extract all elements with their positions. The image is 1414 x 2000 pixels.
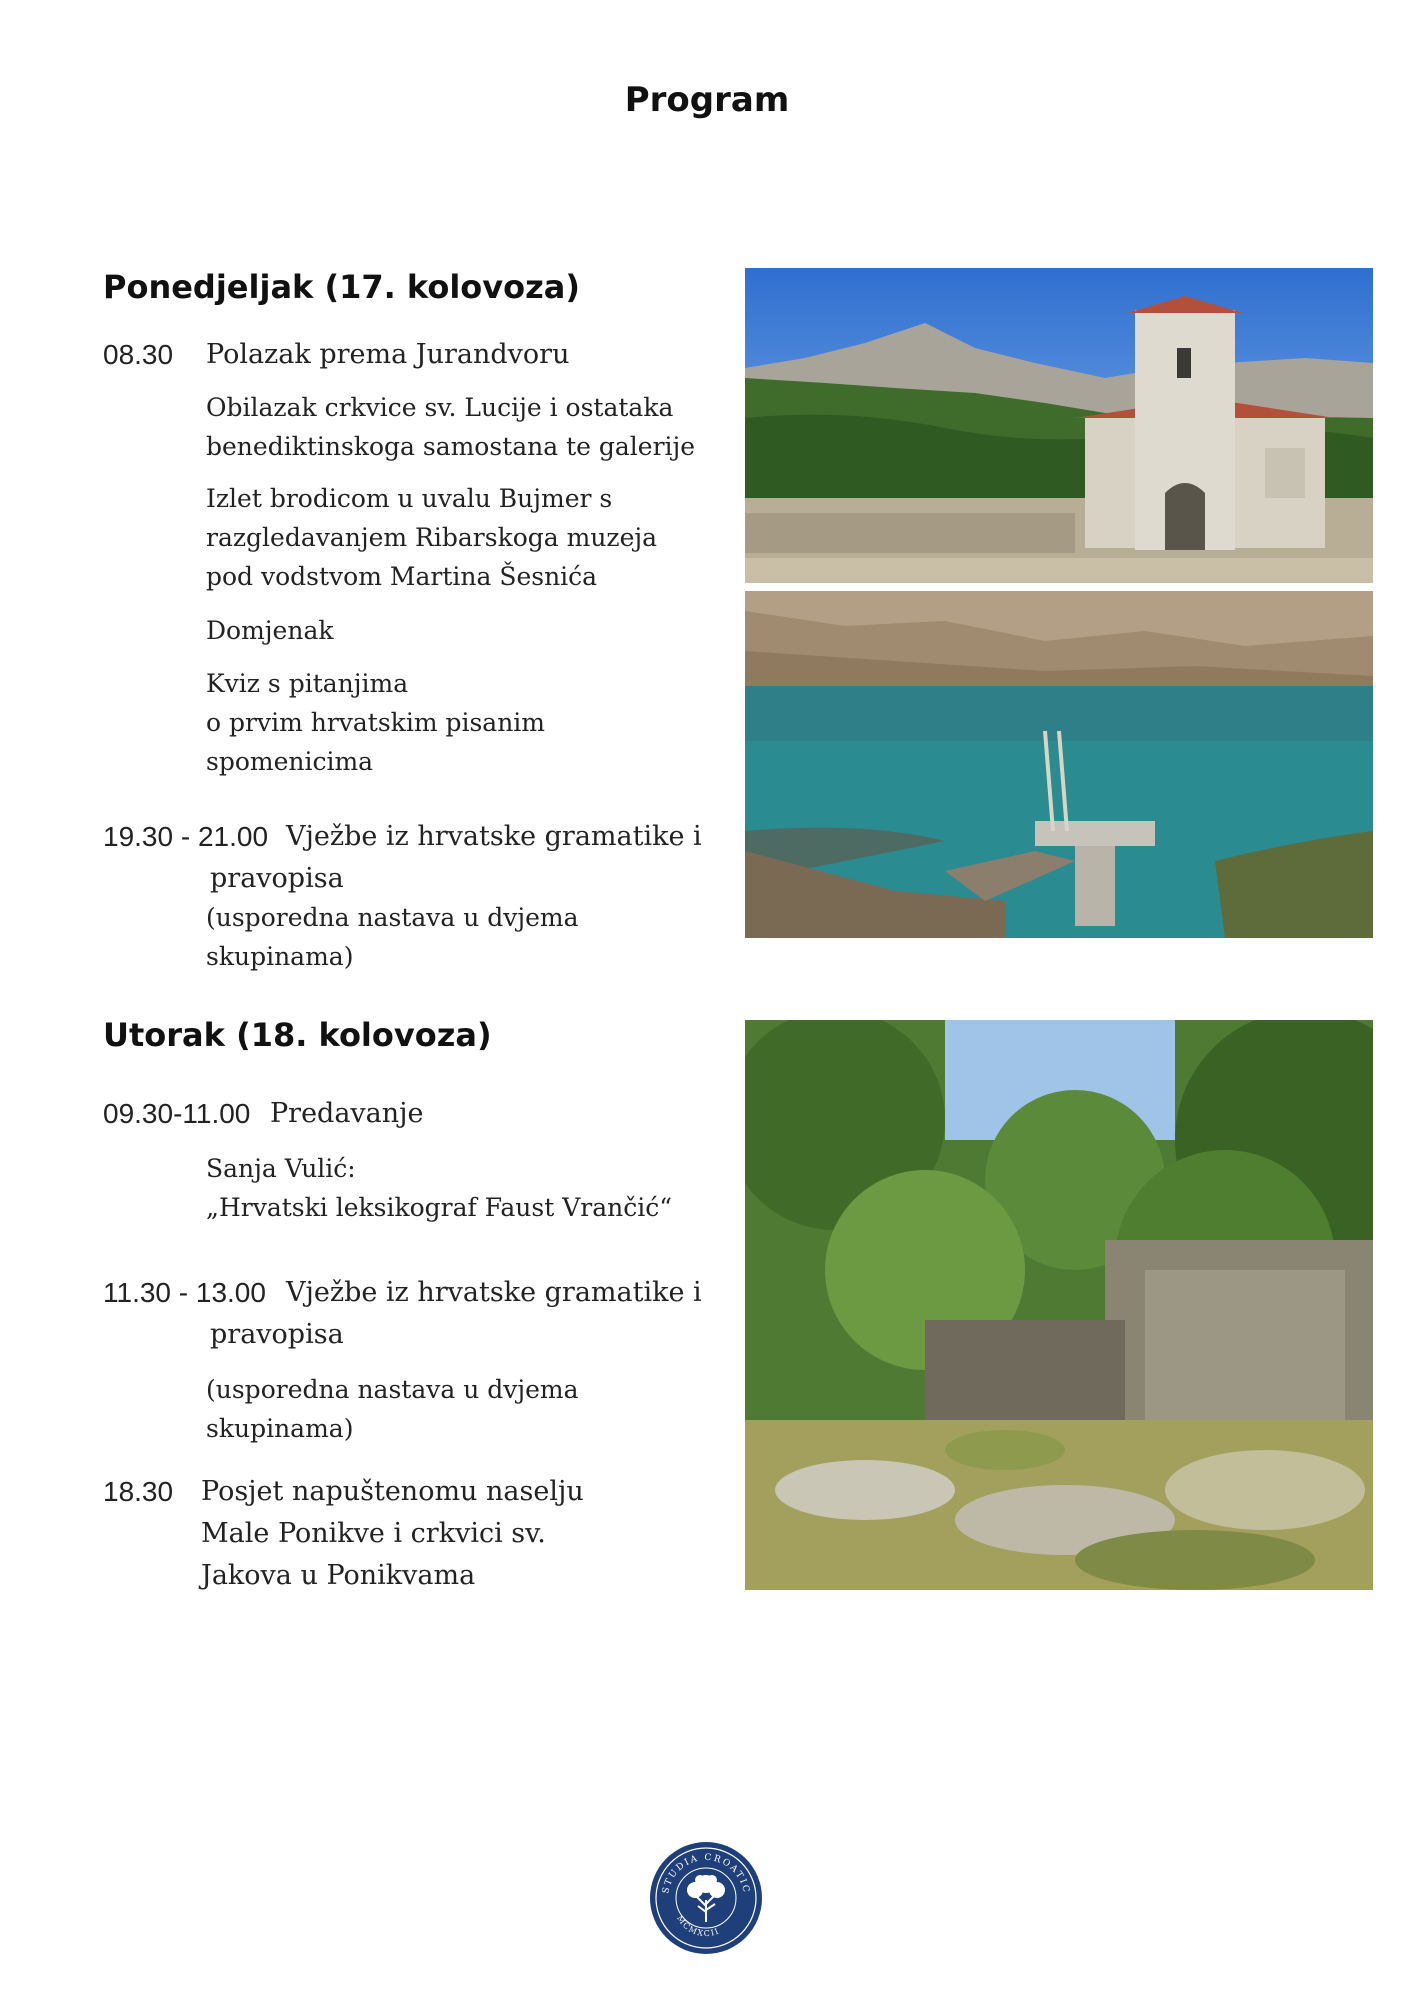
sub-line: Domjenak — [206, 616, 334, 645]
sub-line: o prvim hrvatskim pisanim — [206, 708, 546, 737]
sub-line: skupinama) — [206, 942, 354, 971]
item-text: Predavanje — [270, 1098, 424, 1129]
item-text: Jakova u Ponikvama — [201, 1560, 476, 1591]
item-text-cont: pravopisa — [210, 863, 344, 894]
item-time: 08.30 — [103, 339, 174, 370]
sub-line: Obilazak crkvice sv. Lucije i ostataka — [206, 393, 674, 422]
day-heading-tuesday: Utorak (18. kolovoza) — [103, 1016, 492, 1054]
item-time: 19.30 - 21.00 — [103, 821, 269, 852]
item-text: Posjet napuštenomu naselju — [201, 1476, 584, 1507]
item-text: Vježbe iz hrvatske gramatike i — [286, 1277, 702, 1308]
sub-line: (usporedna nastava u dvjema — [206, 1375, 579, 1404]
svg-text:STUDIA CROATICA: STUDIA CROATIC — [661, 1852, 751, 1895]
sub-line: „Hrvatski leksikograf Faust Vrančić“ — [206, 1193, 672, 1222]
sub-line: pod vodstvom Martina Šesnića — [206, 562, 598, 591]
sub-line: razgledavanjem Ribarskoga muzeja — [206, 523, 658, 552]
studia-croatica-seal-logo — [648, 1840, 764, 1956]
item-text: Polazak prema Jurandvoru — [206, 339, 570, 370]
item-time: 11.30 - 13.00 — [103, 1277, 266, 1308]
page-title: Program — [624, 80, 790, 120]
sub-line: (usporedna nastava u dvjema — [206, 903, 579, 932]
item-time: 09.30-11.00 — [103, 1098, 251, 1129]
sub-line: spomenicima — [206, 747, 374, 776]
svg-text:MCMXCII: MCMXCII — [675, 1913, 722, 1939]
day-heading-monday: Ponedjeljak (17. kolovoza) — [103, 268, 580, 306]
item-text: Vježbe iz hrvatske gramatike i — [286, 821, 702, 852]
sub-line: Sanja Vulić: — [206, 1154, 356, 1183]
sub-line: benediktinskoga samostana te galerije — [206, 432, 696, 461]
sub-line: skupinama) — [206, 1414, 354, 1443]
bay-pier-photo — [745, 591, 1373, 938]
church-photo — [745, 268, 1373, 583]
item-text-cont: pravopisa — [210, 1319, 344, 1350]
sub-line: Kviz s pitanjima — [206, 669, 409, 698]
item-text: Male Ponikve i crkvici sv. — [201, 1518, 546, 1549]
item-time: 18.30 — [103, 1476, 174, 1507]
forest-ruins-photo — [745, 1020, 1373, 1590]
sub-line: Izlet brodicom u uvalu Bujmer s — [206, 484, 613, 513]
